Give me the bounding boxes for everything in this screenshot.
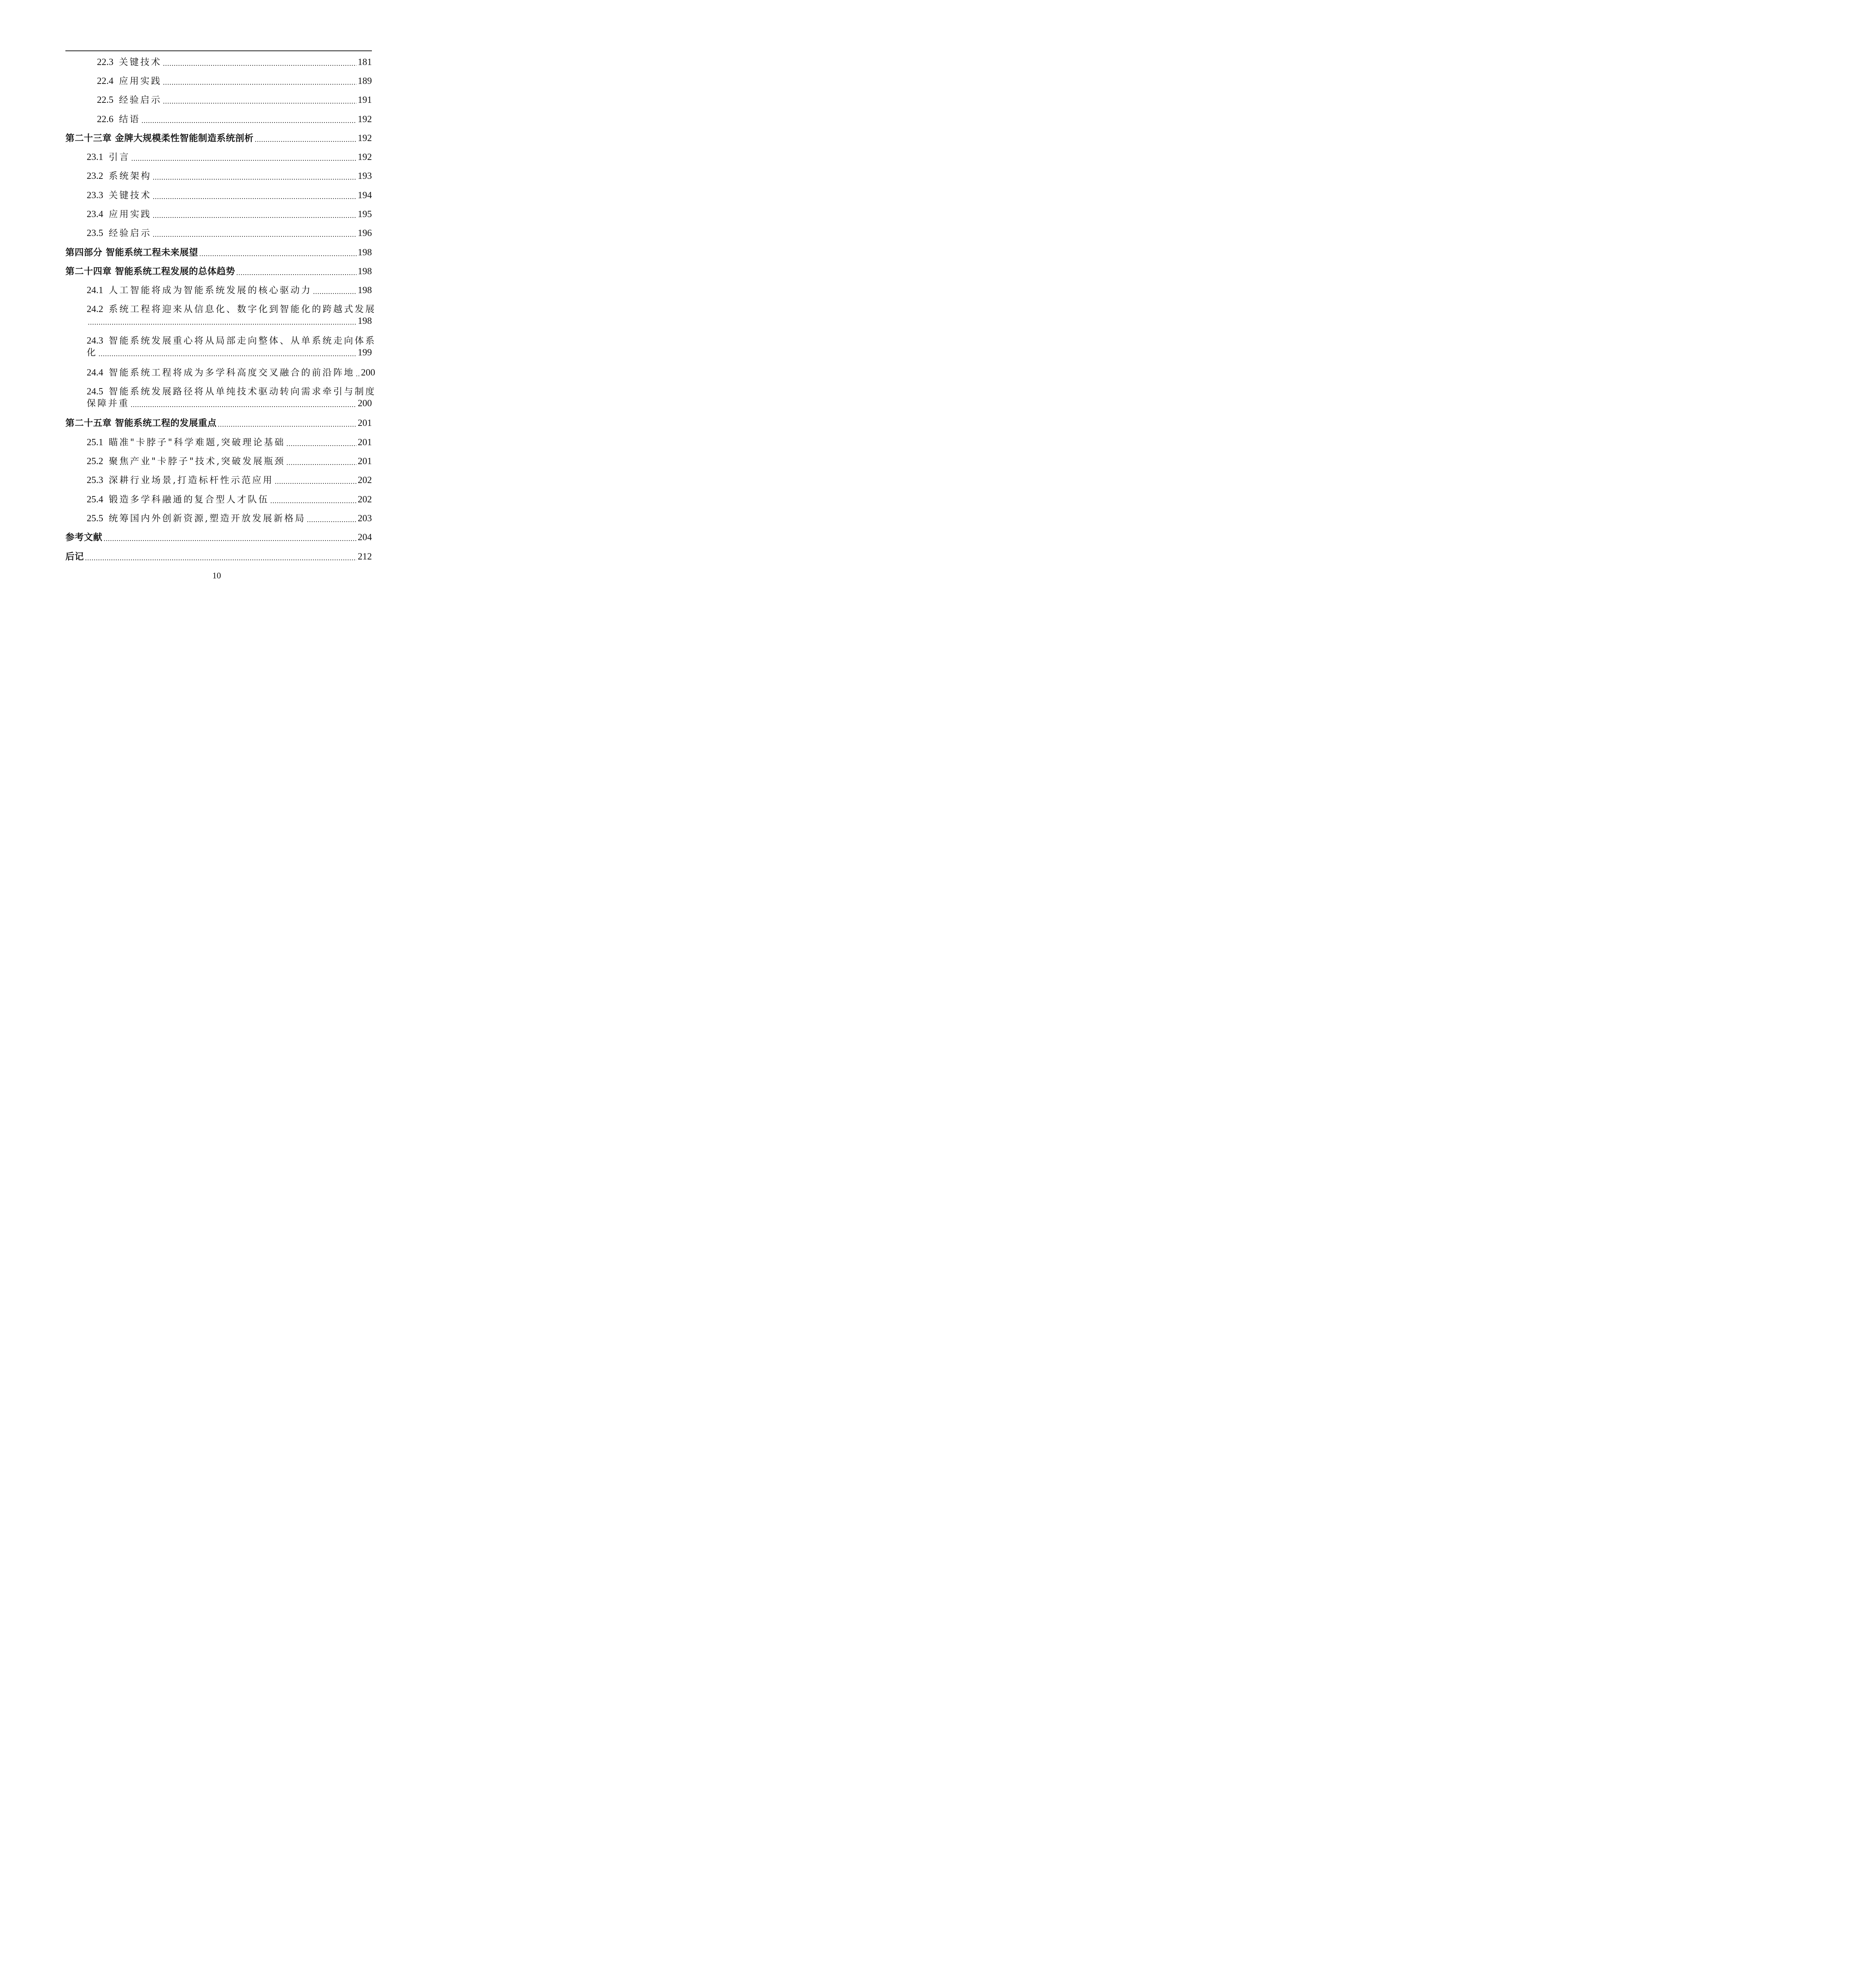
toc-entry[interactable] [87,513,372,523]
toc-entry-continuation[interactable] [87,399,372,409]
page-ref: 200 [361,368,375,378]
section-number: 24.2 [87,304,103,314]
entry-title: 聚焦产业"卡脖子"技术,突破发展瓶颈 [109,456,285,466]
page-ref: 192 [358,114,372,125]
toc-entry[interactable] [87,209,372,219]
leader-dots [153,191,357,200]
section-number: 25.5 [87,513,103,524]
page-ref: 201 [358,456,372,466]
toc-entry[interactable] [87,304,376,314]
entry-title: 人工智能将成为智能系统发展的核心驱动力 [109,285,312,296]
section-number: 23.4 [87,209,103,219]
page-ref: 202 [358,475,372,485]
leader-dots [153,172,357,181]
leader-dots [236,268,357,276]
leader-dots [270,496,357,504]
toc-entry[interactable] [87,190,372,200]
leader-dots [153,210,357,219]
page-ref: 193 [358,171,372,181]
entry-title: 引言 [109,152,130,162]
section-number: 25.2 [87,456,103,466]
entry-title: 智能系统发展路径将从单纯技术驱动转向需求牵引与制度 [109,387,376,397]
entry-title: 后记 [65,552,84,562]
toc-entry[interactable] [97,114,372,124]
leader-dots [153,229,357,238]
toc-entry[interactable] [87,335,376,346]
toc-entry[interactable] [97,57,372,67]
entry-title: 锻造多学科融通的复合型人才队伍 [109,494,269,505]
leader-dots [163,58,357,67]
leader-dots [88,318,357,327]
page-ref: 198 [358,247,372,258]
section-number: 23.2 [87,171,103,181]
section-number: 23.1 [87,152,103,162]
entry-title: 智能系统发展重心将从局部走向整体、从单系统走向体系 [109,336,376,346]
leader-dots [85,553,357,561]
toc-entry[interactable] [65,133,372,143]
entry-title: 深耕行业场景,打造标杆性示范应用 [109,475,274,485]
page-ref: 181 [358,57,372,67]
entry-title: 经验启示 [109,228,152,238]
leader-dots [131,153,357,162]
section-number: 22.5 [97,95,113,105]
entry-title-continuation: 化 [87,348,98,358]
toc-entry-continuation[interactable] [87,348,372,358]
leader-dots [141,115,357,124]
entry-title: 应用实践 [119,76,162,86]
entry-title: 第二十三章 金牌大规模柔性智能制造系统剖析 [65,133,254,143]
entry-title-continuation: 保障并重 [87,398,130,409]
toc-entry[interactable] [65,266,372,276]
toc-entry[interactable] [87,437,372,447]
entry-title: 第二十五章 智能系统工程的发展重点 [65,418,217,428]
toc-entry[interactable] [65,551,372,561]
leader-dots [313,286,357,295]
page-ref: 202 [358,494,372,505]
section-number: 24.1 [87,285,103,296]
entry-title: 关键技术 [109,190,152,201]
entry-title: 应用实践 [109,209,152,219]
toc-entry[interactable] [87,475,372,485]
entry-title: 结语 [119,114,141,125]
section-number: 23.3 [87,190,103,201]
entry-title: 第二十四章 智能系统工程发展的总体趋势 [65,266,235,277]
section-number: 22.3 [97,57,113,67]
leader-dots [275,476,357,485]
toc-entry[interactable] [87,228,372,238]
entry-title: 智能系统工程将成为多学科高度交叉融合的前沿阵地 [109,368,355,378]
entry-title: 统筹国内外创新资源,塑造开放发展新格局 [109,513,306,524]
page-ref: 196 [358,228,372,238]
page-ref: 191 [358,95,372,105]
leader-dots [286,457,357,466]
toc-entry[interactable] [97,76,372,86]
entry-title: 第四部分 智能系统工程未来展望 [65,247,198,258]
page-ref: 195 [358,209,372,219]
page-ref: 212 [358,552,372,562]
page-ref: 203 [358,513,372,524]
section-number: 24.4 [87,368,103,378]
entry-title: 关键技术 [119,57,162,67]
toc-entry[interactable] [97,95,372,105]
page-ref: 189 [358,76,372,86]
toc-entry[interactable] [87,456,372,466]
leader-dots [98,349,357,358]
page-ref: 201 [358,418,372,428]
entry-title: 经验启示 [119,95,162,105]
leader-dots [286,439,357,447]
leader-dots [131,400,357,409]
page-number: 10 [212,571,221,580]
entry-title: 系统架构 [109,171,152,181]
section-number: 24.3 [87,336,103,346]
toc-entry[interactable] [87,171,372,181]
toc-entry[interactable] [65,247,372,257]
section-number: 22.4 [97,76,113,86]
page-ref: 198 [358,266,372,277]
leader-dots [199,249,357,257]
leader-dots [163,77,357,86]
section-number: 23.5 [87,228,103,238]
page-ref: 198 [358,316,372,326]
page-ref: 192 [358,152,372,162]
toc-entry[interactable] [87,494,372,504]
leader-dots [163,96,357,105]
leader-dots [104,533,357,542]
page-ref: 204 [358,532,372,543]
entry-title: 参考文献 [65,532,102,543]
entry-title: 瞄准"卡脖子"科学难题,突破理论基础 [109,437,285,448]
section-number: 25.4 [87,494,103,505]
page-ref: 194 [358,190,372,201]
entry-title: 系统工程将迎来从信息化、数字化到智能化的跨越式发展 [109,304,376,314]
section-number: 22.6 [97,114,113,125]
leader-dots [218,419,357,428]
toc-entry[interactable] [87,367,375,378]
header-rule [65,50,372,51]
toc-entry[interactable] [87,152,372,162]
toc-entry[interactable] [65,532,372,542]
section-number: 25.3 [87,475,103,485]
page-ref: 198 [358,285,372,296]
page-ref: 199 [358,348,372,358]
page-ref: 192 [358,133,372,143]
page-ref: 201 [358,437,372,448]
section-number: 24.5 [87,387,103,397]
leader-dots [255,134,357,143]
leader-dots [307,515,357,523]
page-ref: 200 [358,398,372,409]
section-number: 25.1 [87,437,103,448]
toc-entry-continuation[interactable] [87,316,372,327]
leader-dots [356,369,360,377]
toc-entry[interactable] [65,418,372,428]
toc-entry[interactable] [87,386,376,397]
toc-entry[interactable] [87,285,372,295]
